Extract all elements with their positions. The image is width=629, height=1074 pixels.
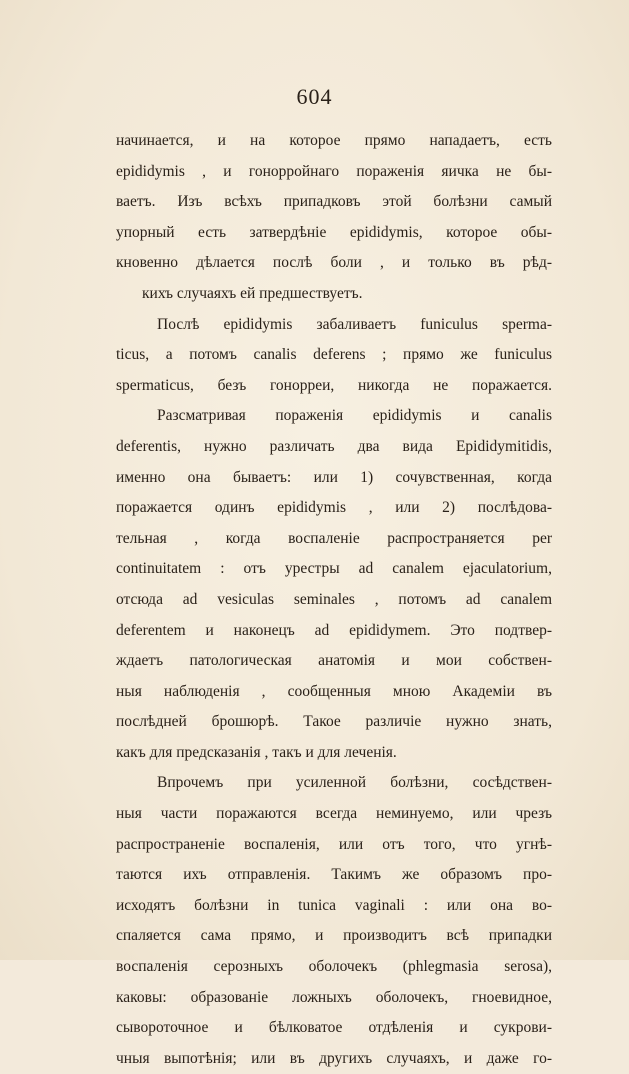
text-line: spermaticus, безъ гонорреи, никогда не поражается. xyxy=(116,376,552,394)
text-line: спаляется сама прямо, и производитъ всѣ припадки xyxy=(116,927,552,945)
text-line: послѣдней брошюрѣ. Такое различіе нужно знать, xyxy=(116,713,552,731)
text-line: сывороточное и бѣлковатое отдѣленія и сукрови- xyxy=(116,1019,552,1037)
body-text xyxy=(116,126,552,1074)
text-line: тельная , когда воспаленіе распространяется per xyxy=(116,529,552,547)
text-line: deferentis, нужно различать два вида Epididymitidis, xyxy=(116,437,552,455)
text-line: ждаетъ патологическая анатомія и мои собствен- xyxy=(116,652,552,670)
text-line: Впрочемъ при усиленной болѣзни, сосѣдствен- xyxy=(157,774,552,792)
text-line: поражается одинъ epididymis , или 2) послѣдова- xyxy=(116,499,552,517)
text-line: Разсматривая пораженія epididymis и canalis xyxy=(157,407,552,425)
text-line: чныя выпотѣнія; или въ другихъ случаяхъ, и даже го- xyxy=(116,1049,552,1067)
text-line: ticus, а потомъ canalis deferens ; прямо же funiculus xyxy=(116,346,552,364)
text-line: упорный есть затвердѣніе epididymis, которое обы- xyxy=(116,223,552,241)
text-line: epididymis , и гонорройнаго пораженія яичка не бы- xyxy=(116,162,552,180)
text-line: кихъ случаяхъ ей предшествуетъ. xyxy=(142,284,363,302)
text-line: именно она бываетъ: или 1) сочувственная, когда xyxy=(116,468,552,486)
text-line: Послѣ epididymis забаливаетъ funiculus sperma- xyxy=(157,315,552,333)
text-line: таются ихъ отправленія. Такимъ же образомъ про- xyxy=(116,866,552,884)
text-line: кновенно дѣлается послѣ боли , и только въ рѣд- xyxy=(116,254,552,272)
text-line: continuitatem : отъ урестры ad canalem ejaculatorium, xyxy=(116,560,552,578)
text-line: ныя части поражаются всегда неминуемо, или чрезъ xyxy=(116,805,552,823)
text-line: ныя наблюденія , сообщенныя мною Академіи въ xyxy=(116,682,552,700)
text-line: отсюда ad vesiculas seminales , потомъ ad canalem xyxy=(116,590,552,608)
text-line: исходятъ болѣзни in tunica vaginali : или она во- xyxy=(116,896,552,914)
text-line: начинается, и на которое прямо нападаетъ, есть xyxy=(116,132,552,149)
text-line: какъ для предсказанія , такъ и для леченія. xyxy=(116,743,397,761)
text-line: распространеніе воспаленія, или отъ того, что угнѣ- xyxy=(116,835,552,853)
text-line: воспаленія серозныхъ оболочекъ (phlegmasia serosa), xyxy=(116,958,552,976)
text-line: каковы: образованіе ложныхъ оболочекъ, гноевидное, xyxy=(116,988,552,1006)
page-number: 604 xyxy=(296,84,333,109)
text-line: ваетъ. Изъ всѣхъ припадковъ этой болѣзни самый xyxy=(116,193,552,211)
text-line: deferentem и наконецъ ad epididymem. Это подтвер- xyxy=(116,621,552,639)
